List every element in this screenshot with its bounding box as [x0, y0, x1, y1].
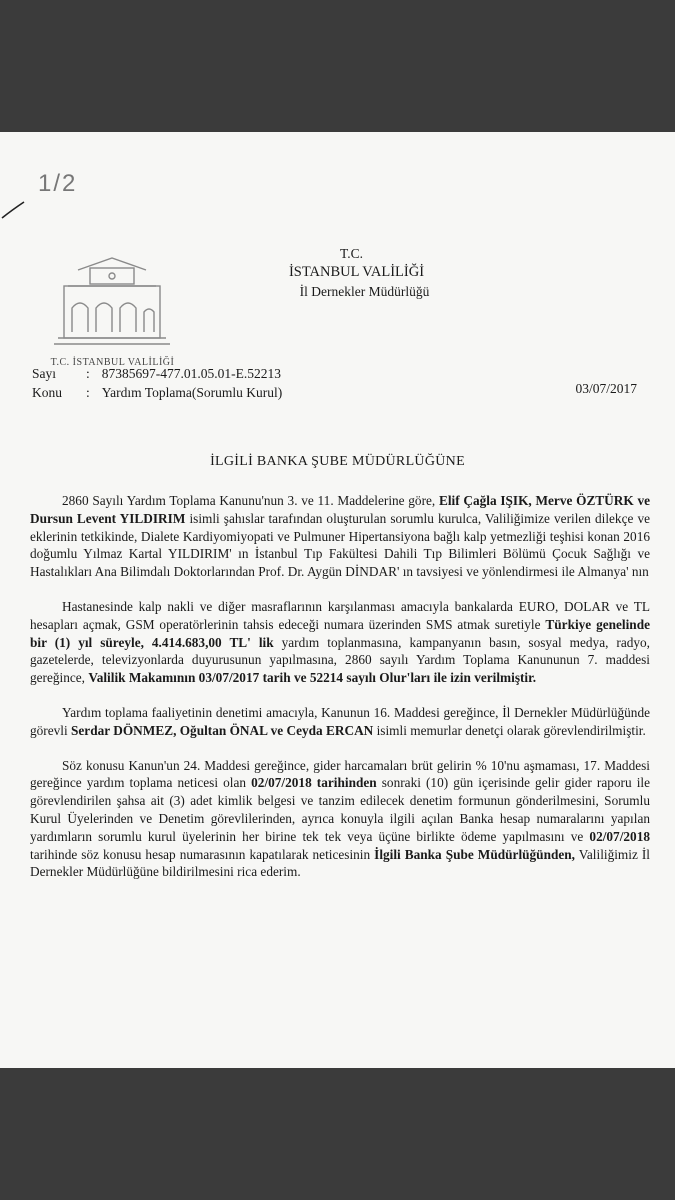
- page-number: 1/2: [38, 170, 78, 197]
- paragraph-3: [30, 704, 650, 740]
- p3-inspector-names: Serdar DÖNMEZ, Oğultan ÖNAL ve Ceyda ERCAN: [71, 722, 374, 738]
- p3-text-1: Yardım toplama faaliyetinin denetimi amacıyla, Kanunun 16. Maddesi gereğince, İl Dernekler Müdürlüğünde görevli: [30, 704, 650, 738]
- sayi-label: Sayı: [32, 366, 57, 381]
- p1-text-2: isimli şahıslar tarafından oluşturulan sorumlu kurulca, Valiliğimize verilen dilekçe ve eklerinin tetkikinde, Dialete Kardiyomiyopati ve Pulmuner Hipertansiyona bağlı kalp yetmezliği teşhisi konan 2016 doğumlu Yılmaz Kartal YILDIRIM' ın İstanbul Tıp Fakültesi Dahili Tıp Bilimleri Bölümü Çocuk Sağlığı ve Hastalıkları Ana Bilimdalı Doktorlarından Prof. Dr. Aygün DİNDAR' ın tavsiyesi ve yönlendirmesi ile Almanya' nın: [30, 510, 650, 580]
- p2-text-1: Hastanesinde kalp nakli ve diğer masraflarının karşılanması amacıyla bankalarda EURO, DOLAR ve TL hesapları açmak, GSM operatörlerinin tahsis edeceği numara üzerinden SMS atmak suretiyle: [30, 598, 650, 632]
- konu-separator: :: [86, 385, 90, 400]
- konu-label: Konu: [32, 385, 62, 400]
- addressee: İLGİLİ BANKA ŞUBE MÜDÜRLÜĞÜNE: [210, 454, 465, 469]
- p3-text-2: isimli memurlar denetçi olarak görevlendirilmiştir.: [373, 722, 646, 738]
- konu-value: Yardım Toplama(Sorumlu Kurul): [101, 385, 283, 400]
- photo-background-bottom: [0, 1068, 675, 1200]
- letter-body: [30, 492, 650, 898]
- p2-amount: Türkiye genelinde bir (1) yıl süreyle, 4.414.683,00 TL' lik: [30, 616, 651, 650]
- p1-committee-names: Elif Çağla IŞIK, Merve ÖZTÜRK ve Dursun Levent YILDIRIM: [30, 493, 651, 526]
- letterhead-governorship: İSTANBUL VALİLİĞİ: [288, 264, 425, 280]
- paragraph-1: [30, 492, 650, 581]
- p2-approval: Valilik Makamının 03/07/2017 tarih ve 52214 sayılı Olur'ları ile izin verilmiştir.: [88, 670, 537, 686]
- sayi-separator: :: [86, 366, 90, 381]
- p4-text-3: tarihinde söz konusu hesap numarasının kapatılarak neticesinin: [30, 846, 375, 862]
- document-date: 03/07/2017: [575, 381, 637, 396]
- p4-deadline-date: 02/07/2018 tarihinden: [251, 775, 377, 791]
- p4-text-2: sonraki (10) gün içerisinde gelir gider raporu ile görevlendirilen şahsa ait (3) adet kimlik belgesi ve tanzim edilecek denetim formunun gönderilmesini, Sorumlu Kurul Üyelerinden ve Denetim görevlilerinden, ayrıca konuyla ilgili açılan Banka hesap numaralarını yapılan yardımların sorumlu kurul üyelerinin her birine tek tek veya üçüne birlikte ödeme yapılmasını ve: [30, 775, 651, 844]
- pen-mark-icon: [0, 194, 30, 224]
- letterhead-department: İl Dernekler Müdürlüğü: [299, 284, 430, 299]
- letterhead-tc: T.C.: [340, 246, 363, 261]
- p1-text-1: 2860 Sayılı Yardım Toplama Kanunu'nun 3. ve 11. Maddelerine göre,: [62, 493, 439, 508]
- p4-text-4: Valiliğimiz İl Dernekler Müdürlüğüne bildirilmesini rica ederim.: [30, 846, 650, 880]
- paragraph-4: [30, 757, 650, 882]
- paragraph-2: [30, 598, 650, 687]
- photo-background-top: [0, 0, 675, 132]
- p2-text-2: yardım toplanmasına, kampanyanın basın, sosyal medya, radyo, gazetelerde, televizyonlarda duyurusunun yapılmasına, 2860 sayılı Yardım Toplama Kanununun 7. maddesi gereğince,: [30, 634, 650, 686]
- sayi-value: 87385697-477.01.05.01-E.52213: [101, 366, 282, 381]
- document-page: [0, 132, 675, 1068]
- document-meta: [32, 364, 282, 402]
- letterhead: [0, 244, 675, 301]
- p4-bank-branch: İlgili Banka Şube Müdürlüğünden,: [374, 846, 575, 862]
- sayi-row: [32, 364, 282, 383]
- konu-row: [32, 383, 282, 402]
- p4-close-date: 02/07/2018: [589, 828, 650, 844]
- seal-caption: T.C. İSTANBUL VALİLİĞİ: [50, 357, 175, 368]
- p4-text-1: Söz konusu Kanun'un 24. Maddesi gereğince, gider harcamaları brüt gelirin % 10'nu aşmaması, 17. Maddesi gereğince yardım toplama neticesi olan: [30, 757, 650, 791]
